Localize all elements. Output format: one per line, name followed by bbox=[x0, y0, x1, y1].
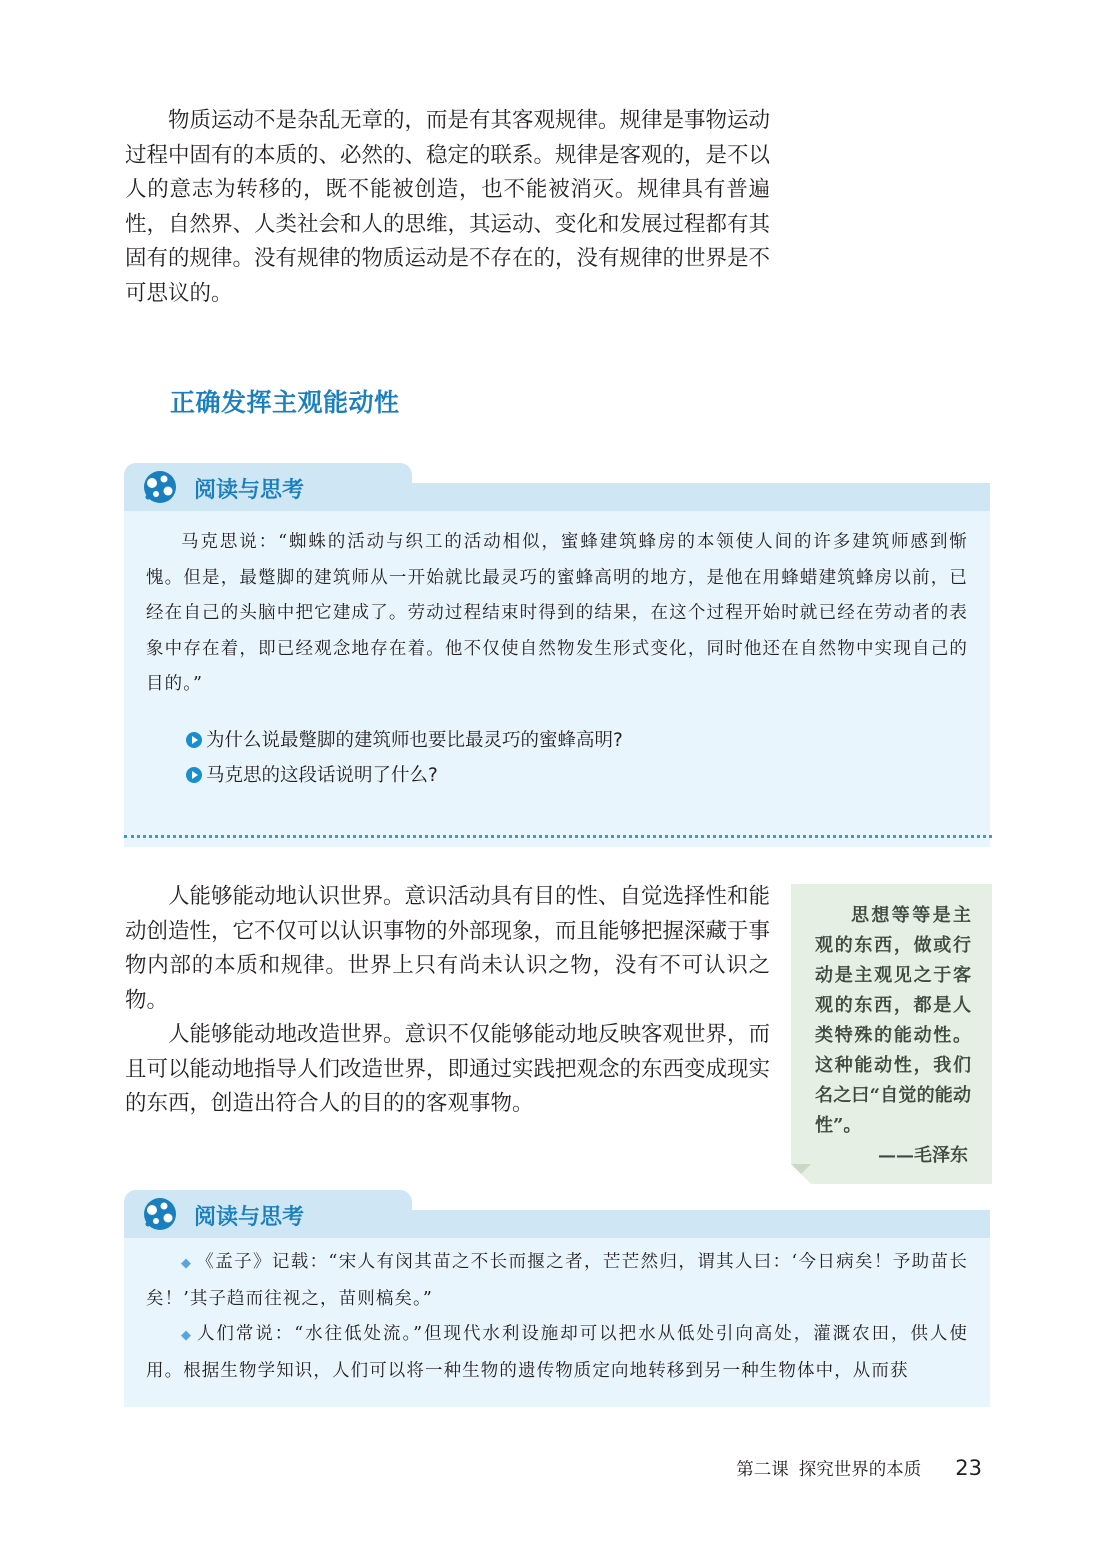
intro-section bbox=[125, 104, 770, 311]
question-list bbox=[186, 723, 990, 793]
footer-chapter: 探究世界的本质 bbox=[798, 1460, 922, 1480]
reading-box-2-title: 阅读与思考 bbox=[194, 1205, 305, 1230]
intro-paragraph: 物质运动不是杂乱无章的，而是有其客观规律。规律是事物运动过程中固有的本质的、必然的、稳定的联系。规律是客观的，是不以人的意志为转移的，既不能被创造，也不能被消灭。规律具有普遍性，自然界、人类社会和人的思维，其运动、变化和发展过程都有其固有的规律。没有规律的物质运动是不存在的，没有规律的世界是不可思议的。 bbox=[125, 108, 771, 306]
reading-think-icon bbox=[142, 1196, 180, 1232]
question-text: 为什么说最蹩脚的建筑师也要比最灵巧的蜜蜂高明? bbox=[206, 729, 623, 751]
reading-box-2 bbox=[124, 1190, 990, 1400]
page-fold-cut bbox=[791, 1164, 811, 1184]
question-item bbox=[186, 723, 990, 758]
page-footer bbox=[736, 1456, 982, 1481]
reading-box-1-title: 阅读与思考 bbox=[194, 478, 305, 503]
body-paragraph: 人能够能动地认识世界。意识活动具有目的性、自觉选择性和能动创造性，它不仅可以认识事物的外部现象，而且能够把握深藏于事物内部的本质和规律。世界上只有尚未认识之物，没有不可认识之物。 bbox=[125, 884, 771, 1013]
marx-quote: 马克思说：“蜘蛛的活动与织工的活动相似，蜜蜂建筑蜂房的本领使人间的许多建筑师感到惭愧。但是，最蹩脚的建筑师从一开始就比最灵巧的蜜蜂高明的地方，是他在用蜂蜡建筑蜂房以前，已经在自己的头脑中把它建成了。劳动过程结束时得到的结果，在这个过程开始时就已经在劳动者的表象中存在着，即已经观念地存在着。他不仅使自然物发生形式变化，同时他还在自然物中实现自己的目的。” bbox=[146, 532, 968, 694]
water-item bbox=[124, 1317, 990, 1389]
reading-box-1-body bbox=[124, 511, 990, 847]
play-bullet-icon bbox=[186, 767, 202, 783]
footer-lesson: 第二课 bbox=[736, 1460, 789, 1480]
section-heading: 正确发挥主观能动性 bbox=[170, 388, 400, 417]
reading-think-icon bbox=[142, 469, 180, 505]
question-text: 马克思的这段话说明了什么? bbox=[206, 764, 438, 786]
mencius-text: 《孟子》记载：“宋人有闵其苗之不长而揠之者，芒芒然归，谓其人曰：‘今日病矣！予助苗长矣！’其子趋而往视之，苗则槁矣。” bbox=[146, 1252, 968, 1309]
sidebar-quote-note bbox=[791, 884, 992, 1184]
mencius-item bbox=[124, 1245, 990, 1317]
dotted-divider bbox=[124, 835, 992, 838]
reading-box-1 bbox=[124, 463, 990, 843]
diamond-bullet-icon: ◆ bbox=[181, 1256, 193, 1271]
sidebar-author: ——毛泽东 bbox=[878, 1145, 968, 1166]
page-number: 23 bbox=[955, 1456, 982, 1480]
diamond-bullet-icon: ◆ bbox=[181, 1328, 193, 1343]
water-text: 人们常说：“水往低处流。”但现代水利设施却可以把水从低处引向高处，灌溉农田，供人使用。根据生物学知识，人们可以将一种生物的遗传物质定向地转移到另一种生物体中，从而获 bbox=[146, 1324, 968, 1381]
question-item bbox=[186, 758, 990, 793]
play-bullet-icon bbox=[186, 732, 202, 748]
reading-box-2-body bbox=[124, 1238, 990, 1407]
body-section bbox=[125, 880, 770, 1122]
body-paragraph: 人能够能动地改造世界。意识不仅能够能动地反映客观世界，而且可以能动地指导人们改造世界，即通过实践把观念的东西变成现实的东西，创造出符合人的目的的客观事物。 bbox=[125, 1022, 771, 1116]
sidebar-quote: 思想等等是主观的东西，做或行动是主观见之于客观的东西，都是人类特殊的能动性。这种能动性，我们名之曰“自觉的能动性”。 bbox=[815, 905, 971, 1136]
